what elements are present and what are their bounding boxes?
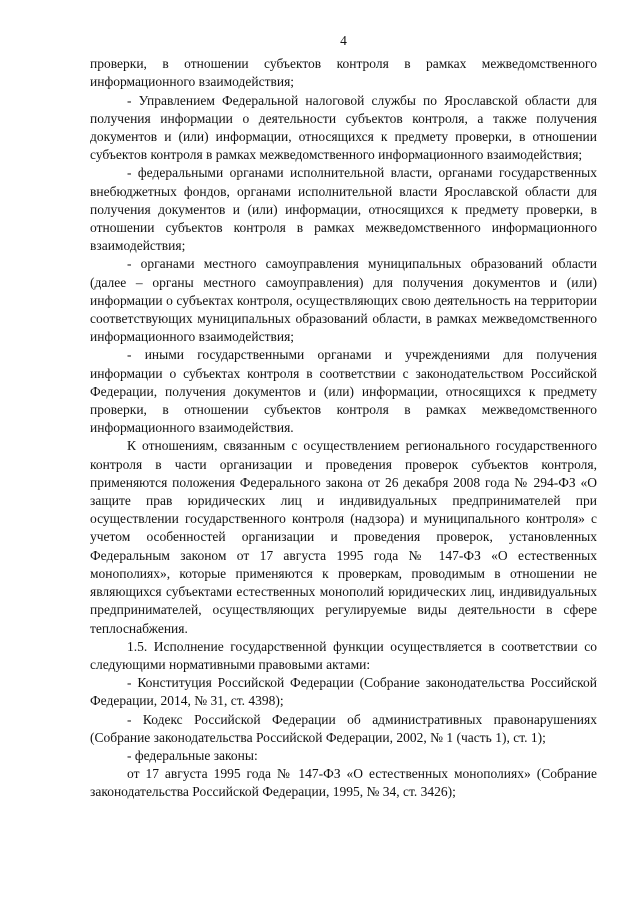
list-item-code: - Кодекс Российской Федерации об административных правонарушениях (Собрание законодательства Российской Федерации, 2002, № 1 (часть 1), ст. 1);: [90, 711, 597, 745]
paragraph-federal-bodies: - федеральными органами исполнительной власти, органами государственных внебюджетных фондов, органами исполнительной власти Ярославской области для получения документов и (или) информации, относящихся к предмету проверки, в отношении субъектов контроля в рамках межведомственного информационного взаимодействия;: [90, 165, 597, 254]
paragraph-tax-service: - Управлением Федеральной налоговой службы по Ярославской области для получения информации о деятельности субъектов контроля, а также получения документов и (или) информации, относящихся к предмету проверки, в отношении субъектов контроля в рамках межведомственного информационного взаимодействия;: [90, 92, 597, 163]
list-item-federal-laws: - федеральные законы:: [127, 747, 258, 763]
paragraph-local-government: - органами местного самоуправления муниципальных образований области (далее – органы местного самоуправления) для получения документов и (или) информации о субъектах контроля, осуществляющих свою деятельность на территории соответствующих муниципальных образований области, в рамках межведомственного информационного взаимодействия;: [90, 256, 597, 345]
paragraph-other-bodies: - иными государственными органами и учреждениями для получения информации о субъектах контроля в соответствии с законодательством Российской Федерации, получения документов и (или) информации, относящихся к предмету проверки, в отношении субъектов контроля в рамках межведомственного информационного взаимодействия.: [90, 347, 597, 436]
list-item-monopolies-law: от 17 августа 1995 года № 147-ФЗ «О естественных монополиях» (Собрание законодательства Российской Федерации, 1995, № 34, ст. 3426);: [90, 766, 597, 800]
paragraph-relations: К отношениям, связанным с осуществлением регионального государственного контроля в части организации и проведения проверок субъектов контроля, применяются положения Федерального закона от 26 декабря 2008 года № 294-ФЗ «О защите прав юридических лиц и индивидуальных предпринимателей при осуществлении государственного контроля (надзора) и муниципального контроля» с учетом особенностей организации и проведения проверок, установленных Федеральным законом от 17 августа 1995 года № 147-ФЗ «О естественных монополиях», которые применяются к проверкам, проводимым в отношении не являющихся субъектами естественных монополий юридических лиц, индивидуальных предпринимателей, осуществляющих регулируемые виды деятельности в сфере теплоснабжения.: [90, 438, 597, 636]
list-item-constitution: - Конституция Российской Федерации (Собрание законодательства Российской Федерации, 2014, № 31, ст. 4398);: [90, 675, 597, 709]
paragraph-continuation: проверки, в отношении субъектов контроля в рамках межведомственного информационного взаимодействия;: [90, 56, 597, 90]
paragraph-section-1-5: 1.5. Исполнение государственной функции осуществляется в соответствии со следующими нормативными правовыми актами:: [90, 638, 597, 672]
document-page: [90, 32, 597, 802]
page-number: 4: [340, 33, 347, 48]
